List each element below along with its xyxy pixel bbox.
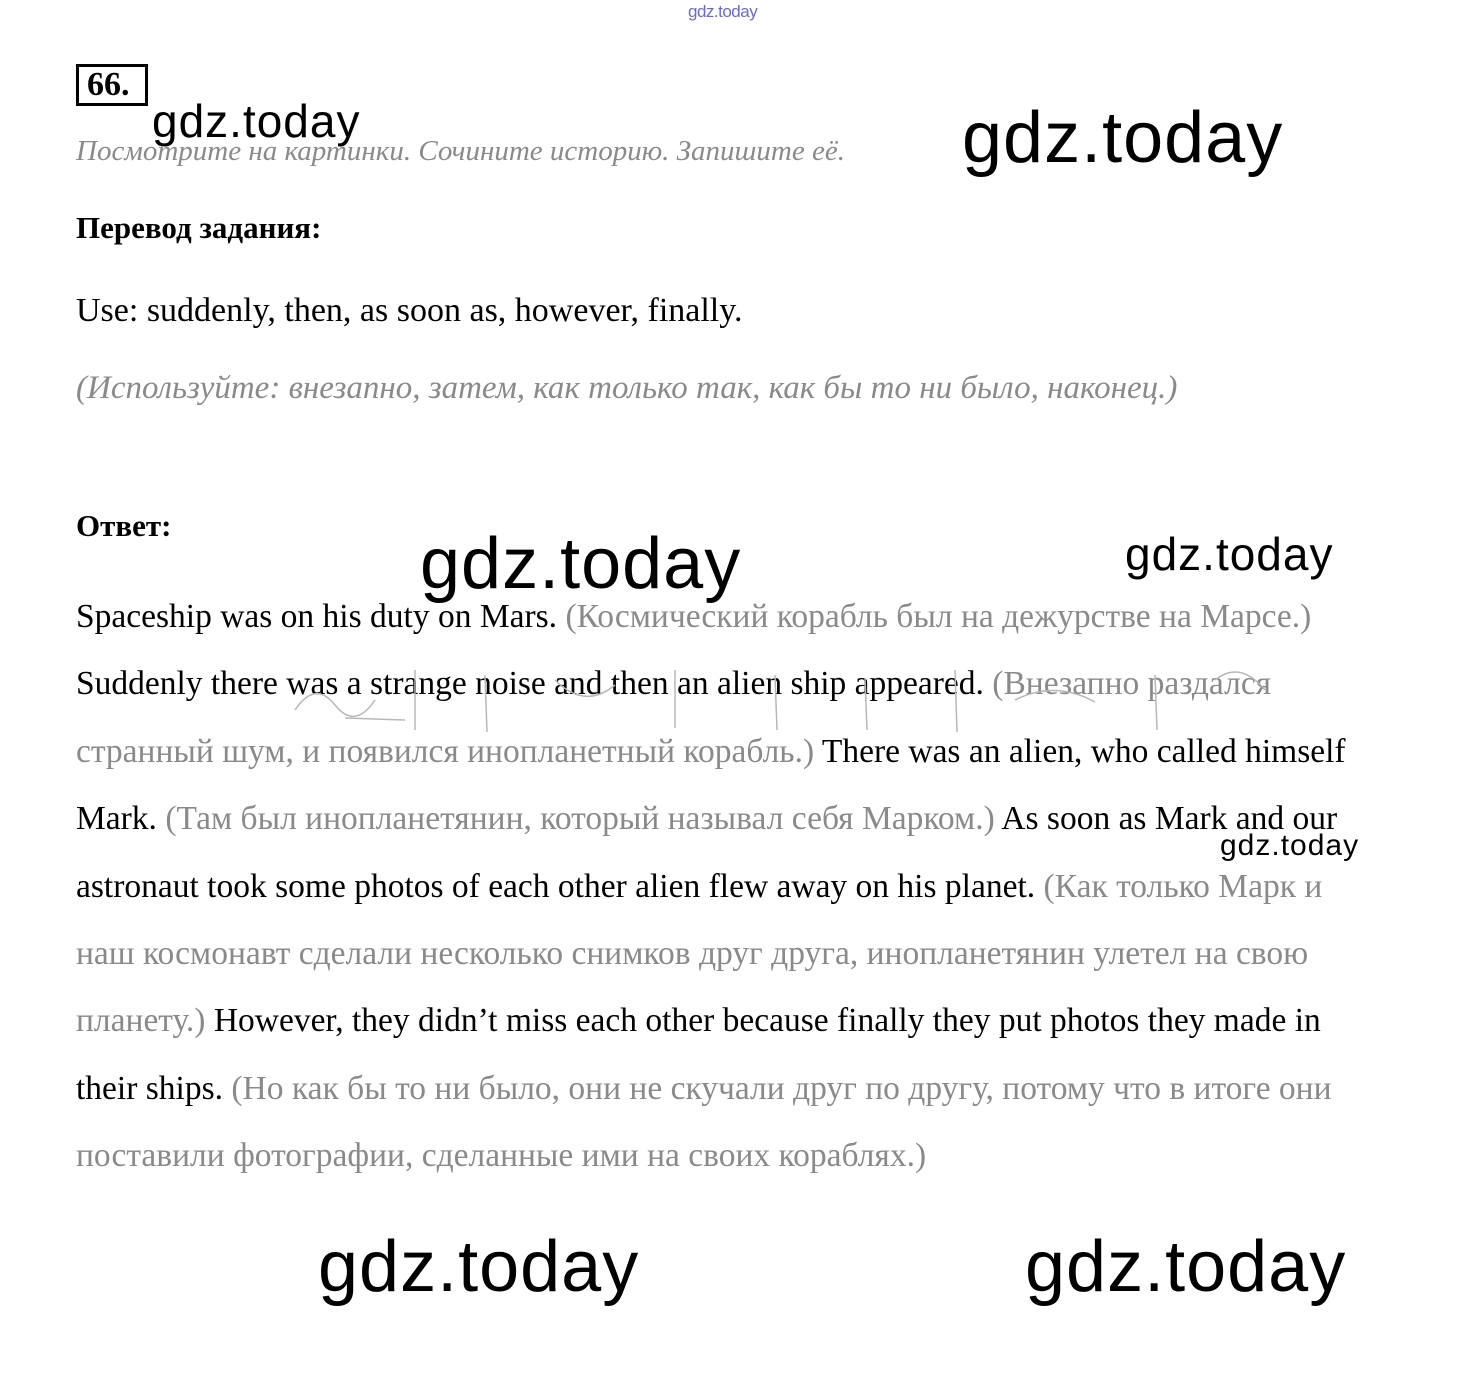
watermark: gdz.today (152, 95, 361, 147)
story-sentence-en: There was an alien, who called himself Mark. (76, 732, 1346, 838)
watermark: gdz.today (1025, 1227, 1347, 1307)
story-sentence-ru: (Космический корабль был на дежурстве на Марсе.) (565, 598, 1312, 635)
story-sentence-ru: (Там был инопланетянин, который называл себя Марком.) (165, 800, 995, 838)
story-sentence-ru: (Но как бы то ни было, они не скучали друг по другу, потому что в итоге они поставили фотографии, сделанные ими на своих кораблях.) (76, 1069, 1332, 1175)
story-sentence-ru: (Как только Марк и наш космонавт сделали несколько снимков друг друга, инопланетянин улетел на свою планету.) (76, 867, 1323, 1040)
watermark: gdz.today (420, 524, 742, 604)
translation-heading: Перевод задания: (76, 210, 322, 245)
task-number: 66. (76, 64, 148, 106)
task-instruction: Посмотрите на картинки. Сочините историю. Запишите её. (76, 135, 845, 167)
story-sentence-ru: (Внезапно раздался странный шум, и появился инопланетный корабль.) (76, 665, 1272, 770)
answer-heading: Ответ: (76, 508, 172, 543)
story-sentence-en: As soon as Mark and our astronaut took some photos of each other alien flew away on his planet. (76, 800, 1338, 905)
header-watermark: gdz.today (688, 2, 758, 21)
watermark: gdz.today (318, 1227, 640, 1307)
watermark: gdz.today (962, 98, 1284, 178)
story-sentence-en: However, they didn’t miss each other because finally they put photos they made in their ships. (76, 1002, 1321, 1107)
watermark: gdz.today (1220, 829, 1360, 862)
story-sentence-en: Suddenly there was a strange noise and then an alien ship appeared. (76, 665, 984, 703)
use-words-translation: (Используйте: внезапно, затем, как только так, как бы то ни было, наконец.) (76, 370, 1178, 406)
use-words-line: Use: suddenly, then, as soon as, however, finally. (76, 292, 743, 329)
pencil-scribble-mark (255, 640, 1285, 740)
watermark: gdz.today (1125, 528, 1334, 580)
story-sentence-en: Spaceship was on his duty on Mars. (76, 598, 558, 635)
